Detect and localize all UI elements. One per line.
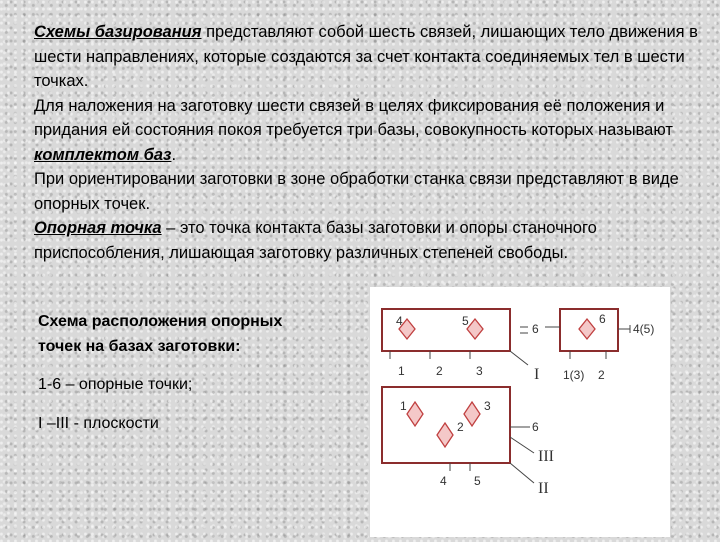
paragraph-1 xyxy=(34,20,704,94)
support-point-1-bottom xyxy=(407,402,423,426)
label-2-side: 2 xyxy=(598,368,605,382)
plane-label-I: I xyxy=(534,366,540,383)
label-1-3: 1(3) xyxy=(563,368,585,382)
legend-caption: Схема расположения опорных точек на базах заготовки: xyxy=(38,313,283,355)
label-2-top: 2 xyxy=(436,364,443,378)
base-scheme-figure xyxy=(370,287,670,537)
paragraph-3 xyxy=(34,167,704,216)
label-5-bottom: 5 xyxy=(474,474,481,488)
support-point-6-side xyxy=(579,319,595,339)
figure-legend xyxy=(38,310,328,450)
main-text xyxy=(34,20,704,265)
label-3-bottom: 3 xyxy=(484,399,491,413)
paragraph-1-text: представляют собой шесть связей, лишающих тело движения в шести направлениях, которые создаются за счет контакта соединяемых тел в шести точках. xyxy=(34,23,698,90)
plane-label-II: II xyxy=(538,480,549,497)
label-4-bottom: 4 xyxy=(440,474,447,488)
label-6-side: 6 xyxy=(599,312,606,326)
support-point-5-top xyxy=(467,319,483,339)
term-base-schemes: Схемы базирования xyxy=(34,23,202,41)
label-1-top: 1 xyxy=(398,364,405,378)
support-point-2-bottom xyxy=(437,423,453,447)
plane-label-III: III xyxy=(538,448,554,465)
term-support-point: Опорная точка xyxy=(34,219,162,237)
label-4-top: 4 xyxy=(396,314,403,328)
paragraph-2-text: Для наложения на заготовку шести связей в целях фиксирования её положения и придания ей состояния покоя требуется три базы, совокупность которых называют xyxy=(34,96,673,139)
term-base-set: комплектом баз xyxy=(34,145,172,164)
label-6-bottom: 6 xyxy=(532,420,539,434)
label-5-top: 5 xyxy=(462,314,469,328)
support-point-3-bottom xyxy=(464,402,480,426)
legend-planes: I –III - плоскости xyxy=(38,414,159,432)
paragraph-2 xyxy=(34,94,704,168)
label-6-left: 6 xyxy=(532,322,539,336)
base-scheme-diagram xyxy=(370,287,670,537)
label-1-bottom: 1 xyxy=(400,399,407,413)
label-4-5: 4(5) xyxy=(633,322,655,336)
paragraph-2-tail: . xyxy=(171,145,177,164)
paragraph-4-text: – это точка контакта базы заготовки и опоры станочного приспособления, лишающая заготовку различных степеней свободы. xyxy=(34,219,597,262)
label-2-bottom: 2 xyxy=(457,420,464,434)
paragraph-3-text: При ориентировании заготовки в зоне обработки станка связи представляют в виде опорных точек. xyxy=(34,170,679,213)
legend-points: 1-6 – опорные точки; xyxy=(38,376,193,393)
label-3-top: 3 xyxy=(476,364,483,378)
paragraph-4 xyxy=(34,216,704,265)
